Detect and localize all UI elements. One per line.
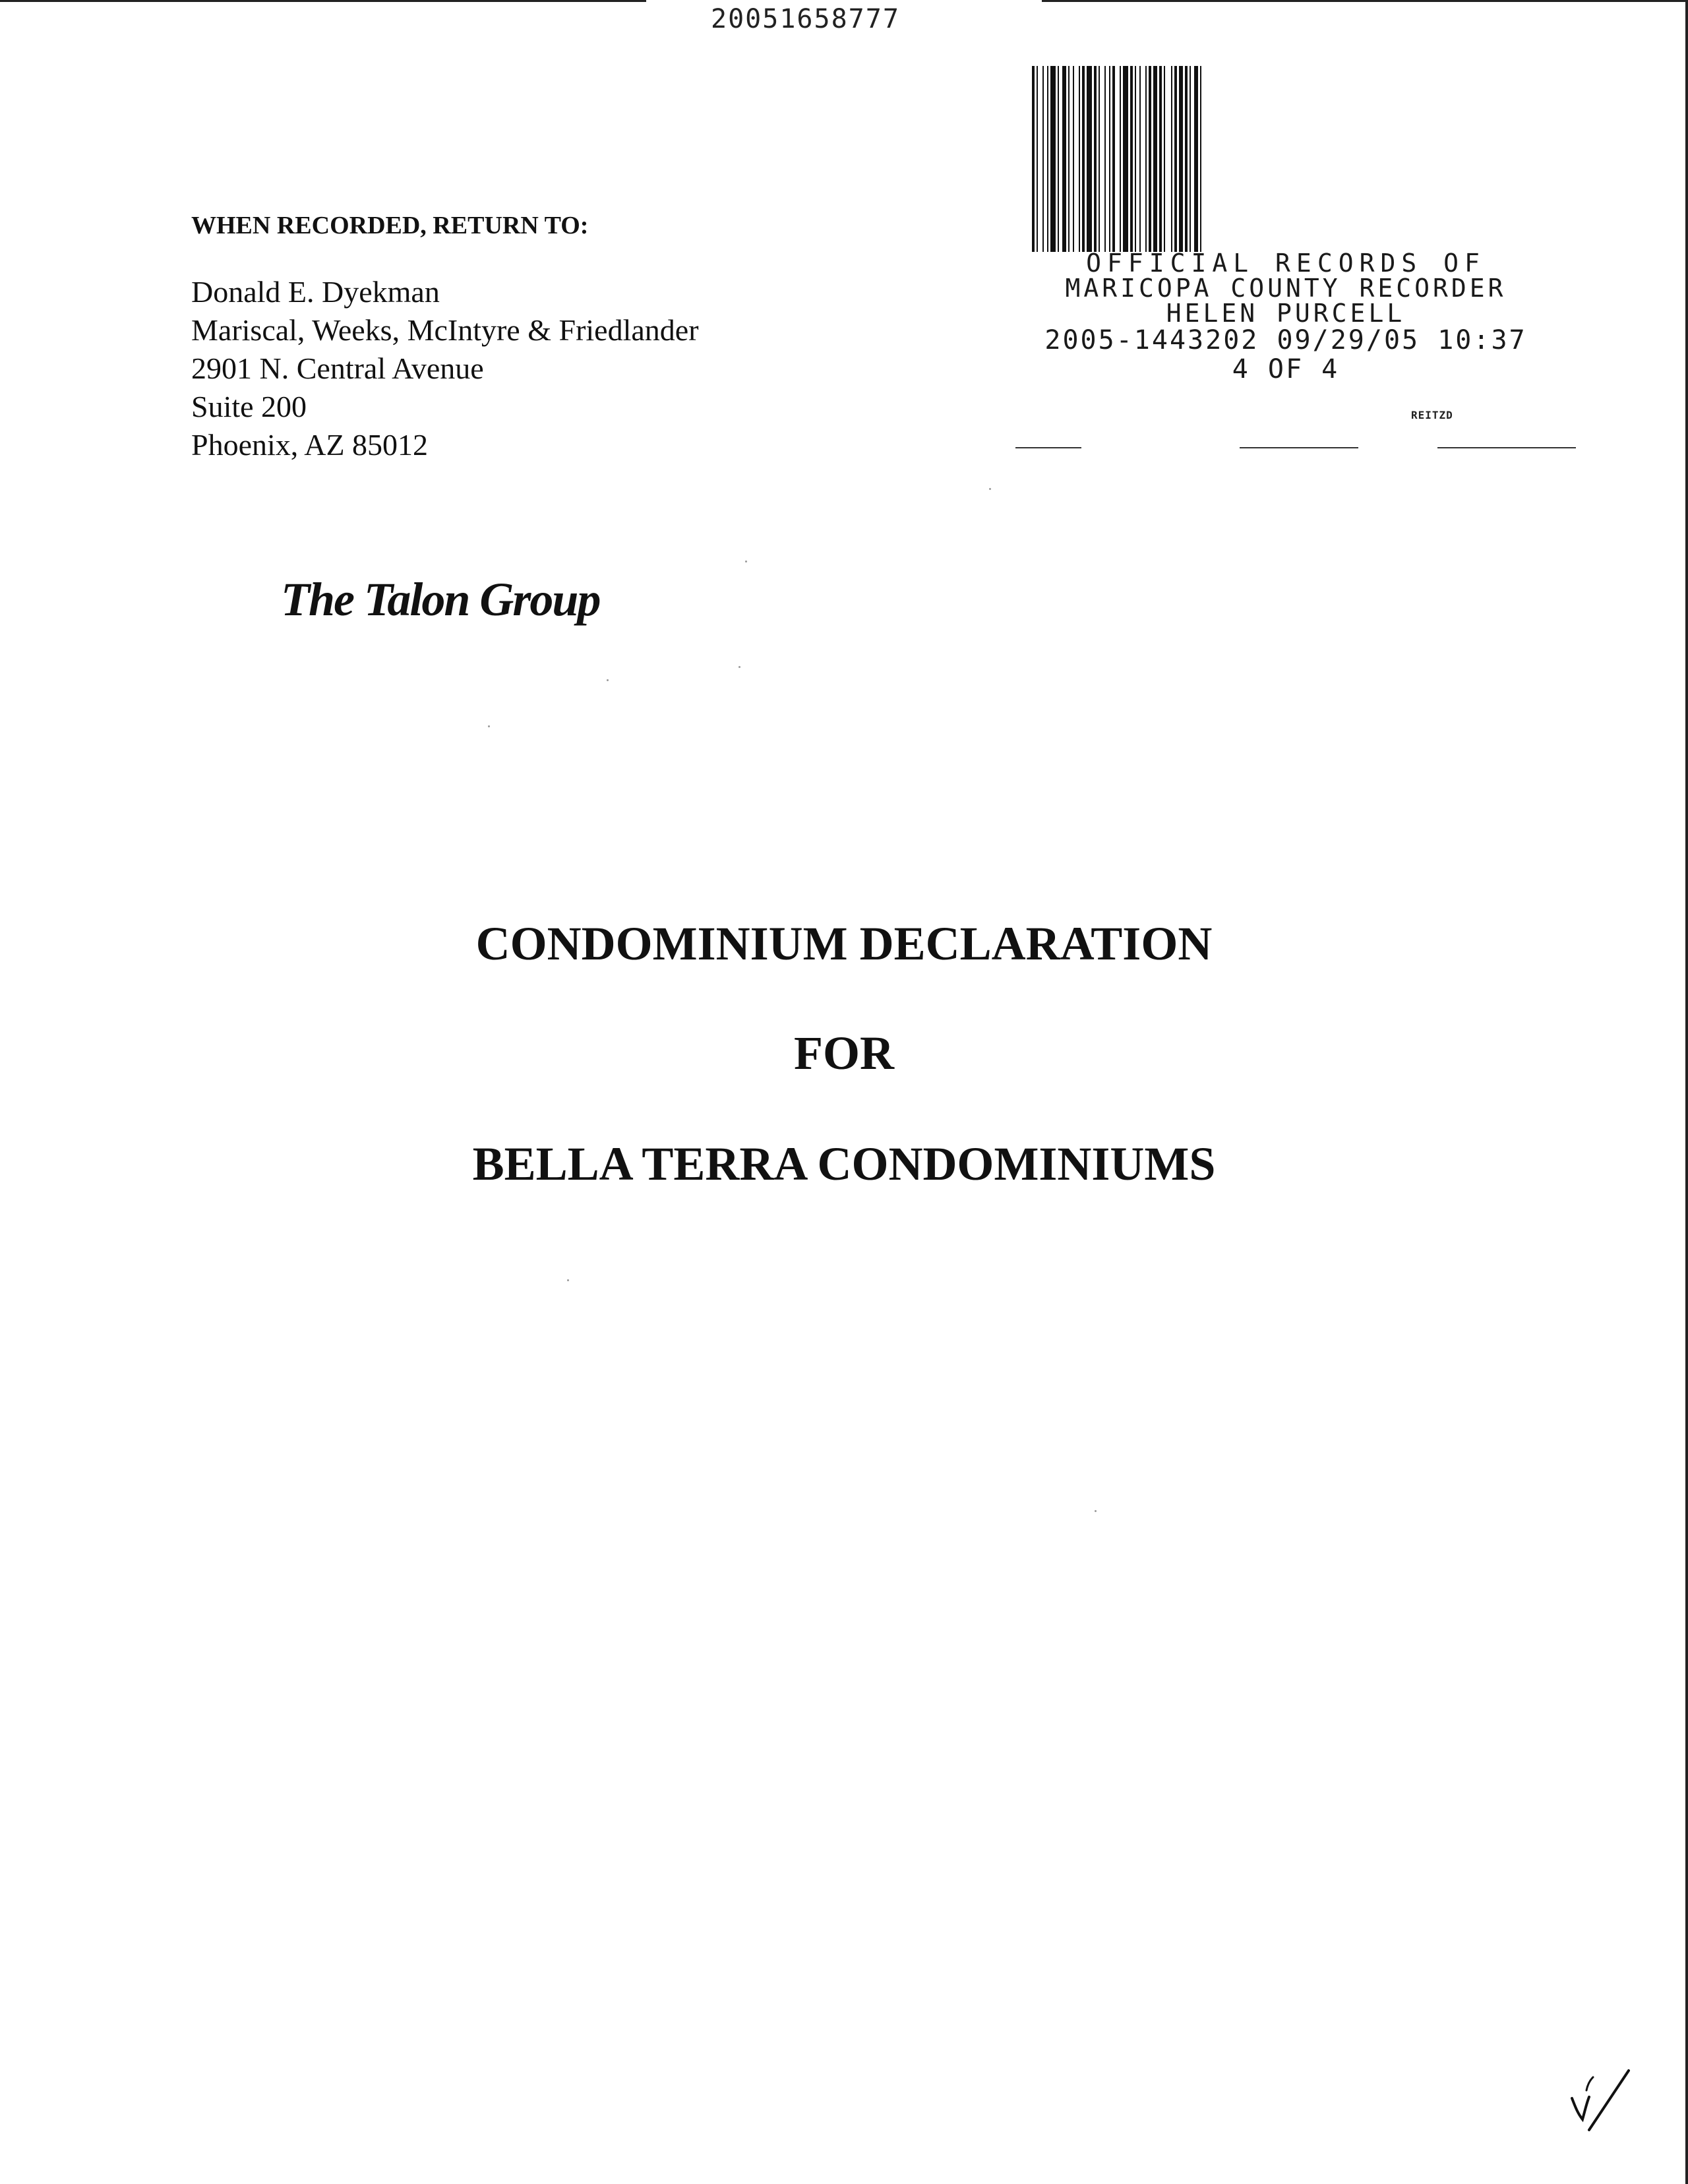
talon-group-logo: The Talon Group <box>281 573 600 626</box>
stamp-recorder-name: HELEN PURCELL <box>1166 299 1406 328</box>
document-title: CONDOMINIUM DECLARATION <box>475 917 1213 970</box>
scan-speck <box>738 666 740 668</box>
stamp-page-count: 4 OF 4 <box>1232 354 1340 384</box>
stamp-recording-number: 2005-1443202 09/29/05 10:37 <box>1044 325 1527 355</box>
scan-speck <box>488 725 490 727</box>
handwritten-checkmark-icon <box>1563 2064 1635 2137</box>
scan-speck <box>745 561 747 562</box>
street-address: 2901 N. Central Avenue <box>191 351 484 385</box>
return-address-block <box>191 273 699 464</box>
stamp-clerk-id: REITZD <box>1411 409 1453 421</box>
city-state-zip: Phoenix, AZ 85012 <box>191 428 429 462</box>
scan-speck <box>1095 1510 1097 1512</box>
document-number: 20051658777 <box>711 4 900 34</box>
addressee-name: Donald E. Dyekman <box>191 275 440 309</box>
return-to-heading: WHEN RECORDED, RETURN TO: <box>191 212 589 239</box>
law-firm-name: Mariscal, Weeks, McIntyre & Friedlander <box>191 313 699 347</box>
page-edge-top-right <box>1042 0 1688 2</box>
stamp-county-recorder: MARICOPA COUNTY RECORDER <box>1065 274 1507 303</box>
scan-speck <box>989 488 991 490</box>
recorder-stamp <box>1015 251 1556 384</box>
stamp-underline-rules <box>1015 446 1582 452</box>
scan-speck <box>567 1279 569 1281</box>
document-title-for: FOR <box>794 1027 894 1079</box>
stamp-official-records: OFFICIAL RECORDS OF <box>1086 249 1486 278</box>
scan-speck <box>607 679 609 681</box>
page-edge-top-left <box>0 0 646 2</box>
project-name: BELLA TERRA CONDOMINIUMS <box>472 1138 1216 1190</box>
suite-number: Suite 200 <box>191 390 307 423</box>
barcode-icon <box>1032 66 1520 252</box>
page-edge-right <box>1685 0 1688 2184</box>
